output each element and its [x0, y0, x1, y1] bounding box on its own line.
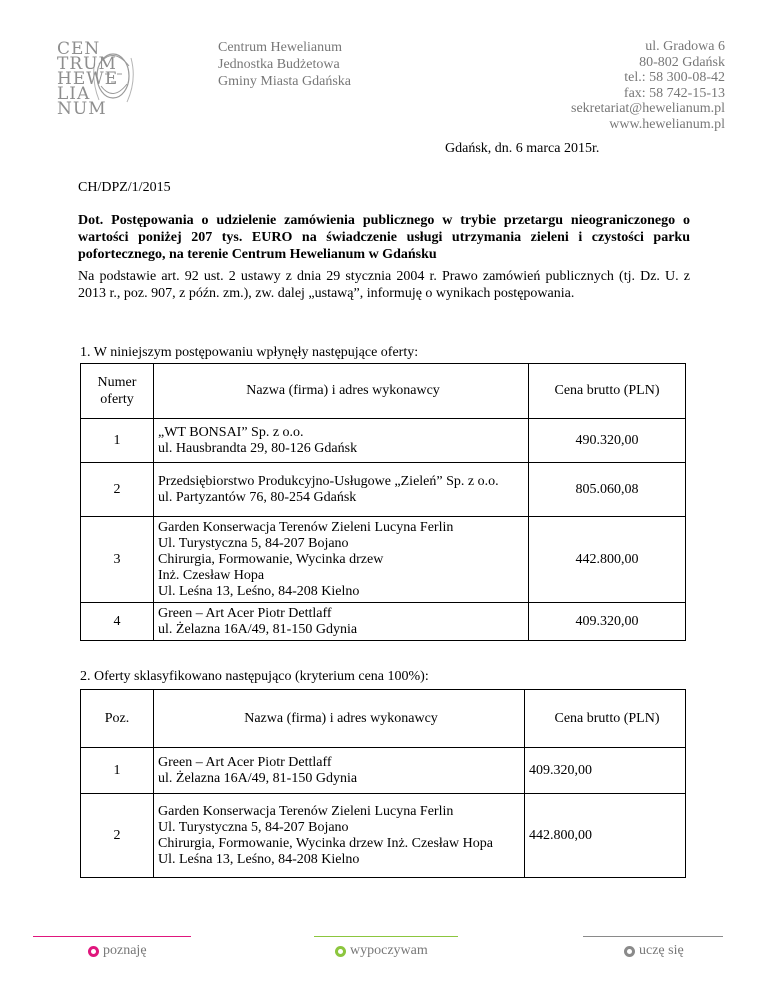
col-header-contractor: Nazwa (firma) i adres wykonawcy: [154, 364, 529, 419]
section-1-heading: 1. W niniejszym postępowaniu wpłynęły następujące oferty:: [80, 345, 419, 360]
email-link[interactable]: sekretariat@hewelianum.pl: [571, 101, 725, 116]
reference-number: CH/DPZ/1/2015: [78, 180, 171, 195]
contractor-line: Green – Art Acer Piotr Dettlaff: [158, 605, 332, 621]
contractor-line: „WT BONSAI” Sp. z o.o.: [158, 424, 304, 440]
table-header-row: [81, 690, 686, 748]
contractor-line: Inż. Czesław Hopa: [158, 567, 265, 583]
logo-line: NUM: [57, 99, 107, 119]
table-row: [81, 794, 686, 878]
contractor-line: Ul. Leśna 13, Leśno, 84-208 Kielno: [158, 851, 360, 867]
table-row: [81, 748, 686, 794]
table-row: [81, 463, 686, 517]
col-header-price: Cena brutto (PLN): [525, 690, 686, 748]
ranking-position: 1: [81, 748, 154, 794]
contractor-line: Green – Art Acer Piotr Dettlaff: [158, 754, 332, 770]
footer-label: uczę się: [639, 943, 684, 958]
table-row: [81, 419, 686, 463]
offer-price: 442.800,00: [529, 517, 686, 603]
intro-paragraph: Na podstawie art. 92 ust. 2 ustawy z dnia 29 stycznia 2004 r. Prawo zamówień publicznych (tj. Dz. U. z 2013 r., poz. 907, z późn. zm.), zw. dalej „ustawą”, informuję o wynikach postępowania.: [78, 269, 690, 301]
col-header-number: Numer oferty: [81, 364, 154, 419]
offer-number: 4: [81, 603, 154, 641]
contractor-line: Ul. Leśna 13, Leśno, 84-208 Kielno: [158, 583, 360, 599]
contact-block: [571, 39, 725, 132]
contractor-cell: [154, 419, 529, 463]
footer-divider-ucze-sie: [583, 936, 723, 937]
circle-bullet-icon: [335, 946, 346, 957]
contractor-line: ul. Partyzantów 76, 80-254 Gdańsk: [158, 489, 357, 505]
address-street: ul. Gradowa 6: [645, 39, 725, 54]
logo: [55, 40, 145, 120]
org-line: Gminy Miasta Gdańska: [218, 74, 351, 89]
offers-table: [80, 363, 686, 641]
address-city: 80-802 Gdańsk: [639, 54, 725, 70]
contractor-cell: [154, 463, 529, 517]
contractor-line: Ul. Turystyczna 5, 84-207 Bojano: [158, 535, 349, 551]
footer-divider-wypoczywam: [314, 936, 458, 937]
document-date: Gdańsk, dn. 6 marca 2015r.: [445, 141, 600, 156]
contractor-cell: [154, 603, 529, 641]
ranking-price: 442.800,00: [525, 794, 686, 878]
contractor-cell: [154, 517, 529, 603]
contractor-line: Ul. Turystyczna 5, 84-207 Bojano: [158, 819, 349, 835]
logo-line: CEN: [57, 39, 101, 59]
contractor-line: ul. Hausbrandta 29, 80-126 Gdańsk: [158, 440, 358, 456]
footer-link-ucze-sie[interactable]: [624, 943, 684, 959]
org-line: Centrum Hewelianum: [218, 40, 343, 55]
contractor-line: Przedsiębiorstwo Produkcyjno-Usługowe „Zieleń” Sp. z o.o.: [158, 473, 499, 489]
subject: Dot. Postępowania o udzielenie zamówienia publicznego w trybie przetargu nieograniczonego o wartości poniżej 207 tys. EURO na świadczenie usługi utrzymania zieleni i czystości parku pofortecznego, na terenie Centrum Hewelianum w Gdańsku: [78, 213, 690, 262]
circle-bullet-icon: [624, 946, 635, 957]
section-2-heading: 2. Oferty sklasyfikowano następująco (kryterium cena 100%):: [80, 669, 429, 684]
offer-number: 1: [81, 419, 154, 463]
offer-price: 490.320,00: [529, 419, 686, 463]
logo-line: TRUM: [57, 54, 117, 74]
website-link[interactable]: www.hewelianum.pl: [609, 116, 725, 132]
contractor-cell: [154, 748, 525, 794]
contractor-line: ul. Żelazna 16A/49, 81-150 Gdynia: [158, 621, 358, 637]
contractor-line: Garden Konserwacja Terenów Zieleni Lucyna Ferlin: [158, 519, 454, 535]
ranking-position: 2: [81, 794, 154, 878]
contractor-line: Garden Konserwacja Terenów Zieleni Lucyna Ferlin: [158, 803, 454, 819]
logo-line: LIA: [57, 84, 91, 104]
contractor-line: ul. Żelazna 16A/49, 81-150 Gdynia: [158, 770, 358, 786]
contractor-line: Chirurgia, Formowanie, Wycinka drzew: [158, 551, 384, 567]
circle-bullet-icon: [88, 946, 99, 957]
offer-price: 409.320,00: [529, 603, 686, 641]
footer-link-wypoczywam[interactable]: [335, 943, 428, 959]
logo-line: HEWE: [57, 69, 119, 89]
footer-divider-poznaje: [33, 936, 191, 937]
logo-text: [57, 39, 119, 119]
organization-name: [218, 39, 351, 90]
contractor-line: Chirurgia, Formowanie, Wycinka drzew Inż. Czesław Hopa: [158, 835, 493, 851]
offer-number: 2: [81, 463, 154, 517]
footer-label: wypoczywam: [350, 943, 428, 958]
phone: tel.: 58 300-08-42: [624, 70, 725, 85]
table-header-row: [81, 364, 686, 419]
ranking-table: [80, 689, 686, 878]
col-header-position: Poz.: [81, 690, 154, 748]
col-header-price: Cena brutto (PLN): [529, 364, 686, 419]
footer-label: poznaję: [103, 943, 147, 958]
footer-link-poznaje[interactable]: [88, 943, 147, 959]
contractor-cell: [154, 794, 525, 878]
col-header-contractor: Nazwa (firma) i adres wykonawcy: [154, 690, 525, 748]
offer-number: 3: [81, 517, 154, 603]
offer-price: 805.060,08: [529, 463, 686, 517]
table-row: [81, 517, 686, 603]
fax: fax: 58 742-15-13: [623, 85, 725, 101]
table-row: [81, 603, 686, 641]
org-line: Jednostka Budżetowa: [218, 57, 340, 72]
ranking-price: 409.320,00: [525, 748, 686, 794]
